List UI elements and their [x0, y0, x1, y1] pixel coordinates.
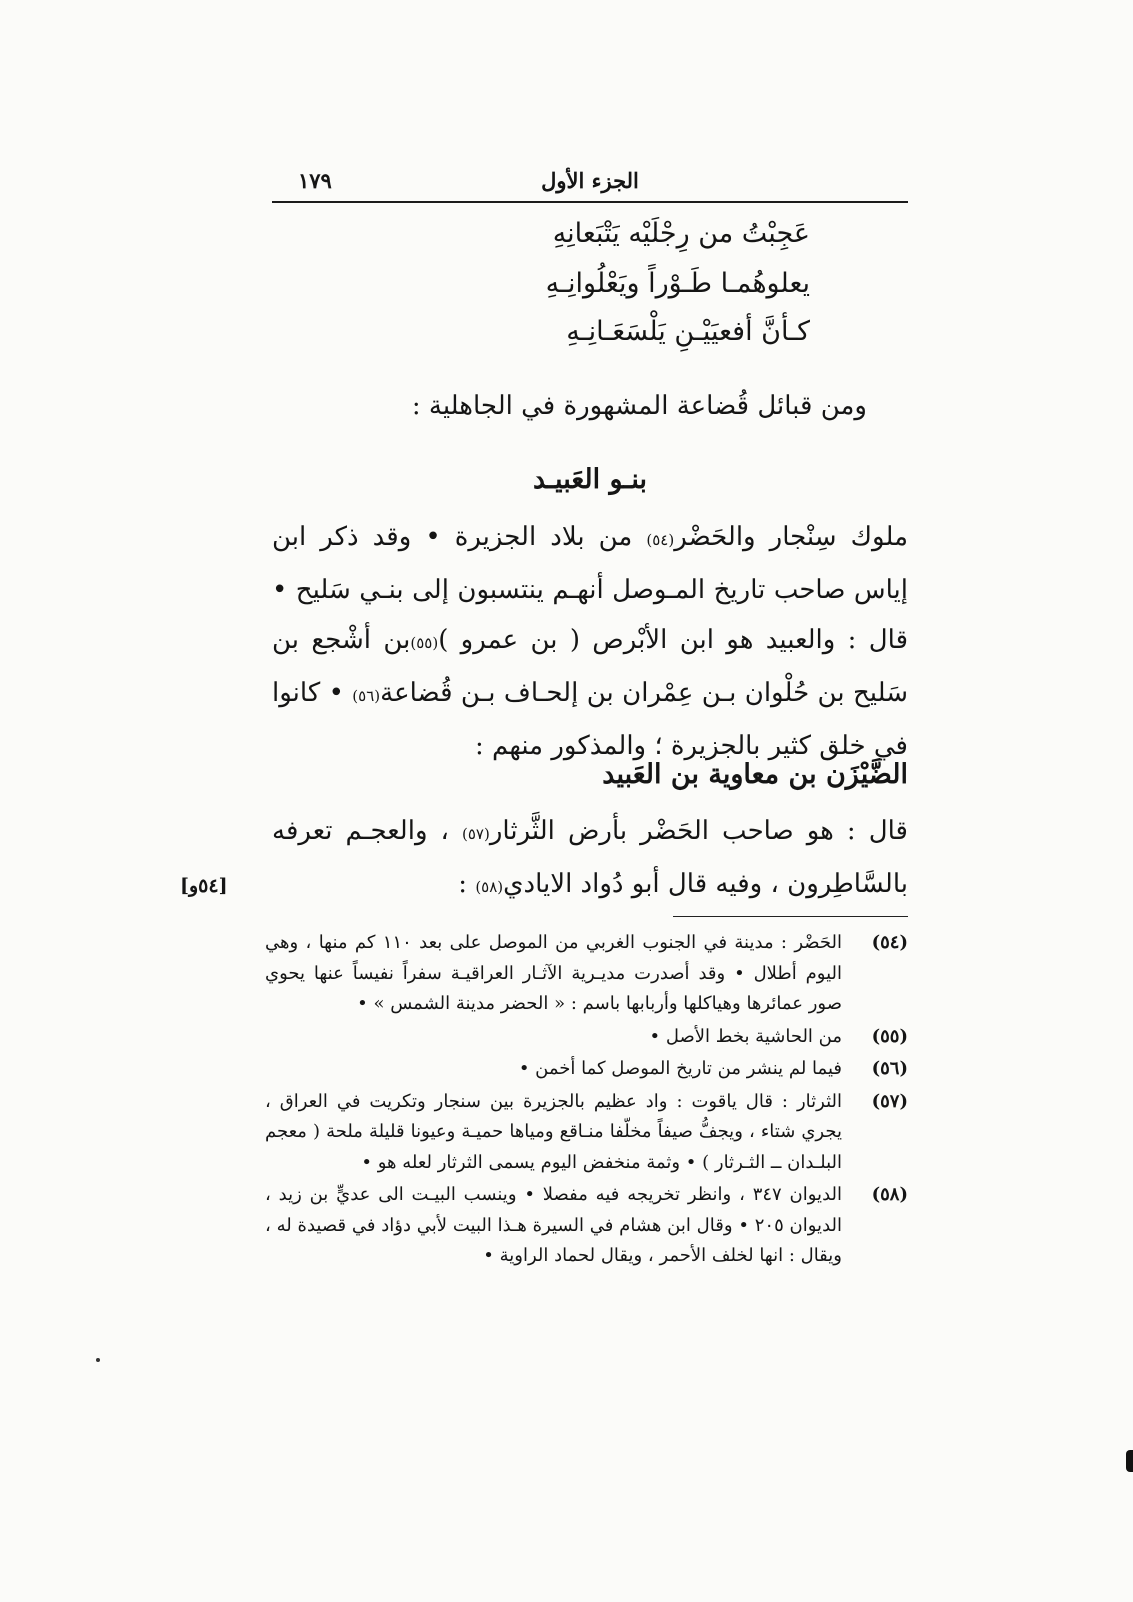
paragraph-1-text: من بلاد الجزيرة • وقد ذكر ابن إياس صاحب تاريخ المـوصل أنهـم ينتسبون إلى بنـي سَليح • قال : والعبيد هو ابن الأبْرص ( بن عمرو ): [272, 522, 908, 655]
footnote-56: [265, 1054, 908, 1085]
footnote-number: (٥٥): [871, 1025, 908, 1047]
footnote-ref-55[interactable]: (٥٥): [410, 634, 439, 652]
footnote-number: (٥٨): [871, 1184, 908, 1205]
scan-speck: [96, 1358, 100, 1362]
paragraph-1-text: بن أشْجع بن سَليح بن حُلْوان بـن عِمْران بن إلحـاف بـن قُضاعة: [272, 625, 908, 708]
paragraph-1-text: • كانوا في خلق كثير بالجزيرة ؛ والمذكور منهم :: [272, 678, 908, 761]
footnote-text: فيما لم ينشر من تاريخ الموصل كما أخمن •: [518, 1058, 842, 1079]
paragraph-1: [272, 512, 908, 771]
paragraph-1-text: ملوك سِنْجار والحَضْر: [674, 522, 908, 552]
section-heading: بنـو العَبيـد: [532, 464, 648, 495]
part-title: الجزء الأول: [541, 168, 639, 193]
footnote-ref-54[interactable]: (٥٤): [646, 531, 675, 549]
footnote-text: الثرثار : قال ياقوت : واد عظيم بالجزيرة بين سنجار وتكريت في العراق ، يجري شتاء ، ويجفُّ صيفاً مخلّفا منـاقع ومياها حميـة وعيونا قليلة ملحة ( معجم البلـدان ــ الثـرثار ) • وثمة منخفض اليوم يسمى الثرثار لعله هو •: [265, 1090, 842, 1173]
footnote-ref-56[interactable]: (٥٦): [352, 687, 381, 705]
scan-edge-mark: [1126, 1450, 1133, 1472]
footnote-text: الديوان ٣٤٧ ، وانظر تخريجه فيه مفصلا • وينسب البيـت الى عديٍّ بن زيد ، الديوان ٢٠٥ • وقال ابن هشام في السيرة هـذا البيت لأبي دؤاد في قصيدة له ، ويقال : انها لخلف الأحمر ، ويقال لحماد الراوية •: [265, 1184, 843, 1266]
paragraph-2: [272, 806, 908, 912]
intro-line: ومن قبائل قُضاعة المشهورة في الجاهلية :: [411, 391, 867, 421]
footnote-ref-57[interactable]: (٥٧): [462, 825, 490, 843]
footnote-57: [265, 1087, 908, 1179]
footnote-55: [265, 1022, 908, 1053]
subheading: الضَّيْزَن بن معاوية بن العَبيد: [602, 759, 908, 790]
footnote-54: [265, 928, 908, 1020]
footnote-58: [265, 1180, 908, 1272]
header-rule: [272, 201, 908, 203]
footnote-text: من الحاشية بخط الأصل •: [649, 1025, 842, 1047]
paragraph-2-text: ، والعجـم تعرفه بالسَّاطِرون ، وفيه قال أبو دُواد الايادي: [272, 816, 908, 899]
verse-line-3: كـأنَّ أفعيَيْـنِ يَلْسَعَـانِـهِ: [566, 316, 810, 347]
margin-folio-note: [٥٤و]: [180, 875, 228, 897]
paragraph-2-text: قال : هو صاحب الحَضْر بأرض الثَّرثار: [489, 816, 908, 846]
footnote-number: (٥٦): [871, 1058, 908, 1079]
footnotes: [265, 928, 908, 1274]
footnote-number: (٥٧): [871, 1090, 908, 1112]
footnote-number: (٥٤): [871, 932, 908, 953]
footnote-separator: [673, 916, 908, 917]
paragraph-2-text: :: [458, 869, 476, 899]
running-header: [272, 168, 908, 202]
verse-line-2: يعلوهُمـا طَـوْراً ويَعْلُوانِـهِ: [545, 268, 810, 299]
footnote-ref-58[interactable]: (٥٨): [475, 878, 504, 896]
verse-line-1: عَجِبْتُ من رِجْلَيْه يَتْبَعانِهِ: [552, 218, 810, 249]
footnote-text: الحَضْر : مدينة في الجنوب الغربي من الموصل على بعد ١١٠ كم منها ، وهي اليوم أطلال • وقد أصدرت مديـرية الآثـار العراقيـة سفراً نفيساً عنها يحوي صور عمائرها وهياكلها وأربابها باسم : « الحضر مدينة الشمس » •: [265, 932, 842, 1014]
page-number: ١٧٩: [298, 168, 332, 193]
